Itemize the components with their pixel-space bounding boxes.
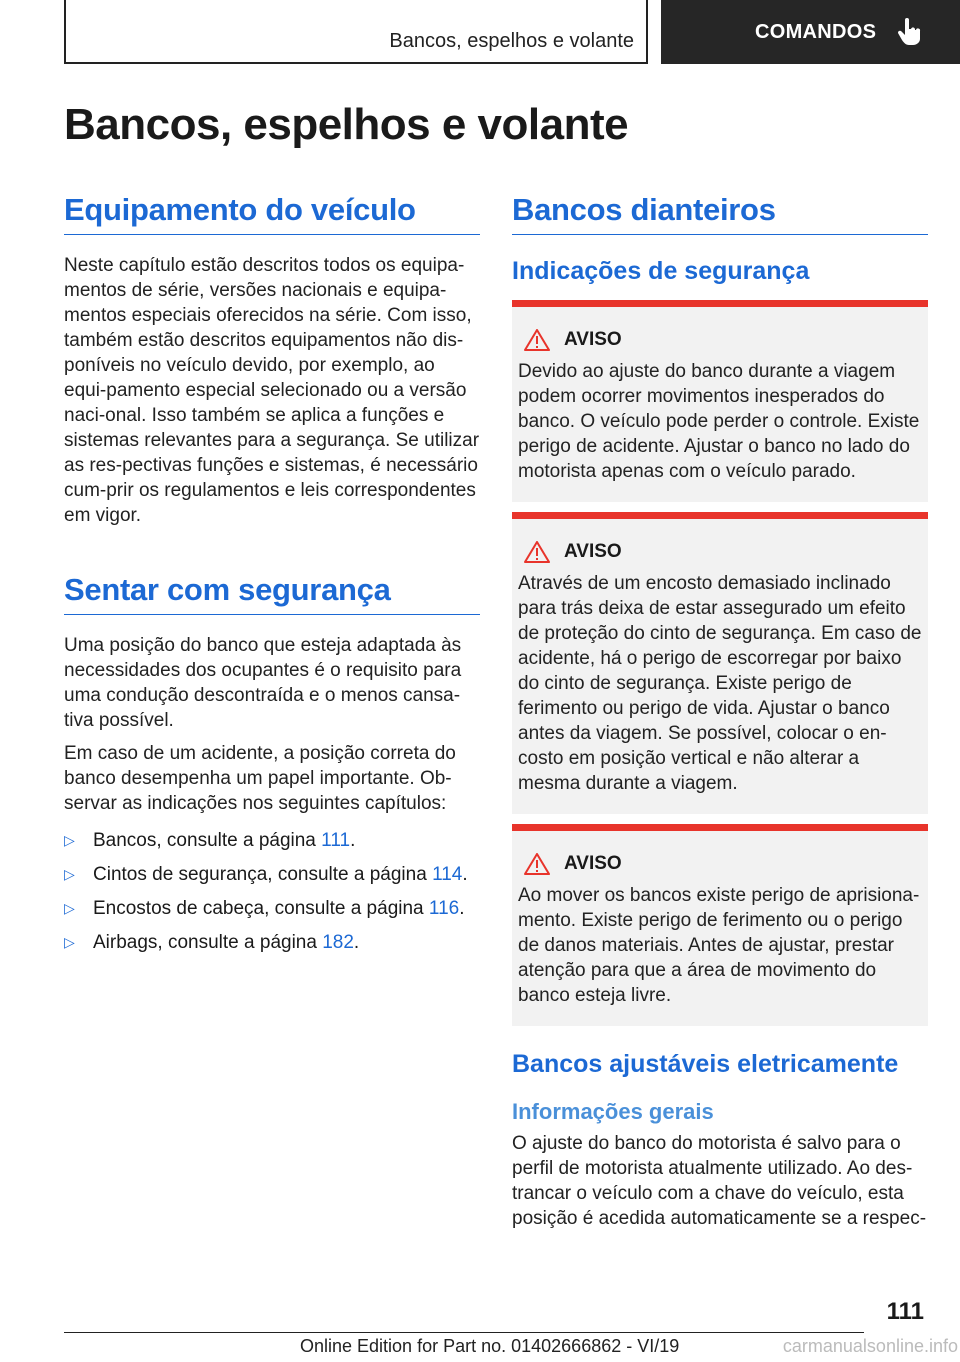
ref-end: . — [459, 898, 465, 919]
paragraph-equipamento: Neste capítulo estão descritos todos os equipa-mentos de série, versões nacionais e equipa-mentos especiais oferecidos na série. Com isso, também estão descritos equipamentos não dis-poníveis no veículo devido, por exemplo, ao equi-pamento especial selecionado ou a versão naci-onal. Isso também se aplica a funções e sistemas relevantes para a segurança. Se utilizar as res-pectivas funções e sistemas, é necessário cum-prir os regulamentos e leis correspondentes em vigor. — [64, 255, 480, 526]
warning-header — [518, 329, 922, 351]
warning-label: AVISO — [564, 853, 622, 874]
pointing-hand-icon — [896, 18, 922, 46]
warning-label: AVISO — [564, 329, 622, 350]
warning-label: AVISO — [564, 541, 622, 562]
bullet-triangle-icon: ▷ — [64, 832, 75, 848]
warning-header — [518, 853, 922, 875]
ref-end: . — [353, 932, 360, 953]
warning-text: Devido ao ajuste do banco durante a viagem podem ocorrer movimentos inesperados do banco. O veículo pode perder o controle. Existe perigo de acidente. Ajustar o banco no lado do motorista apenas com o veículo parado. — [518, 361, 920, 482]
page-link[interactable]: 114 — [432, 864, 463, 885]
header-tab-label: COMANDOS — [755, 20, 877, 43]
heading-informacoes-gerais: Informações gerais — [512, 1099, 714, 1124]
ref-text: Bancos, consulte a página — [93, 830, 322, 851]
heading-bancos-dianteiros: Bancos dianteiros — [512, 192, 928, 235]
warning-triangle-icon — [524, 853, 550, 875]
ref-text: Encostos de cabeça, consulte a página — [93, 898, 429, 919]
page-number: 111 — [886, 1298, 924, 1325]
heading-bancos-ajustaveis: Bancos ajustáveis eletricamente — [512, 1050, 899, 1078]
heading-sentar: Sentar com segurança — [64, 572, 480, 615]
warning-triangle-icon — [524, 329, 550, 351]
watermark: carmanualsonline.info — [782, 1336, 958, 1356]
ref-end: . — [462, 864, 468, 885]
ref-end: . — [350, 830, 356, 851]
right-column — [512, 192, 928, 1231]
page-link[interactable]: 111 — [321, 830, 351, 851]
paragraph-informacoes: O ajuste do banco do motorista é salvo para o perfil de motorista atualmente utilizado. Ao des-trancar o veículo com a chave do veículo, esta posição é acedida automaticamente se a respec- — [512, 1133, 927, 1229]
warning-box — [512, 512, 928, 814]
header-section-title: Bancos, espelhos e volante — [389, 30, 634, 52]
left-column — [64, 192, 480, 964]
bullet-triangle-icon: ▷ — [64, 900, 75, 916]
list-item — [64, 828, 480, 853]
page-title: Bancos, espelhos e volante — [64, 100, 629, 149]
heading-equipamento: Equipamento do veículo — [64, 192, 480, 235]
list-item — [64, 862, 480, 887]
footer-divider — [64, 1332, 864, 1333]
list-item — [64, 930, 480, 955]
reference-list — [64, 828, 480, 955]
page-link[interactable]: 182 — [322, 932, 354, 953]
warning-box — [512, 824, 928, 1026]
paragraph-sentar-2: Em caso de um acidente, a posição correta do banco desempenha um papel importante. Ob-servar as indicações nos seguintes capítulos: — [64, 743, 456, 814]
page-link[interactable]: 116 — [428, 898, 460, 919]
warning-triangle-icon — [524, 541, 550, 563]
warning-header — [518, 541, 922, 563]
heading-indicacoes: Indicações de segurança — [512, 257, 810, 285]
ref-text: Cintos de segurança, consulte a página — [93, 864, 433, 885]
warning-box — [512, 300, 928, 502]
list-item — [64, 896, 480, 921]
paragraph-sentar-1: Uma posição do banco que esteja adaptada às necessidades dos ocupantes é o requisito para uma condução descontraída e o menos cansa-tiva possível. — [64, 635, 462, 731]
warning-text: Ao mover os bancos existe perigo de aprisiona-mento. Existe perigo de ferimento ou o perigo de danos materiais. Antes de ajustar, prestar atenção para que a área de movimento do banco esteja livre. — [518, 885, 920, 1006]
header-tab — [661, 0, 960, 64]
ref-text: Airbags, consulte a página — [93, 932, 323, 953]
bullet-triangle-icon: ▷ — [64, 934, 75, 950]
header-frame — [64, 0, 648, 64]
bullet-triangle-icon: ▷ — [64, 866, 75, 882]
warning-text: Através de um encosto demasiado inclinado para trás deixa de estar assegurado um efeito de proteção do cinto de segurança. Em caso de acidente, há o perigo de escorregar por baixo do cinto de segurança. Existe perigo de ferimento ou perigo de vida. Ajustar o banco antes da viagem. Se possível, colocar o en-costo em posição vertical e não alterar a mesma durante a viagem. — [518, 573, 922, 794]
footer-edition: Online Edition for Part no. 01402666862 - VI/19 — [300, 1336, 680, 1356]
